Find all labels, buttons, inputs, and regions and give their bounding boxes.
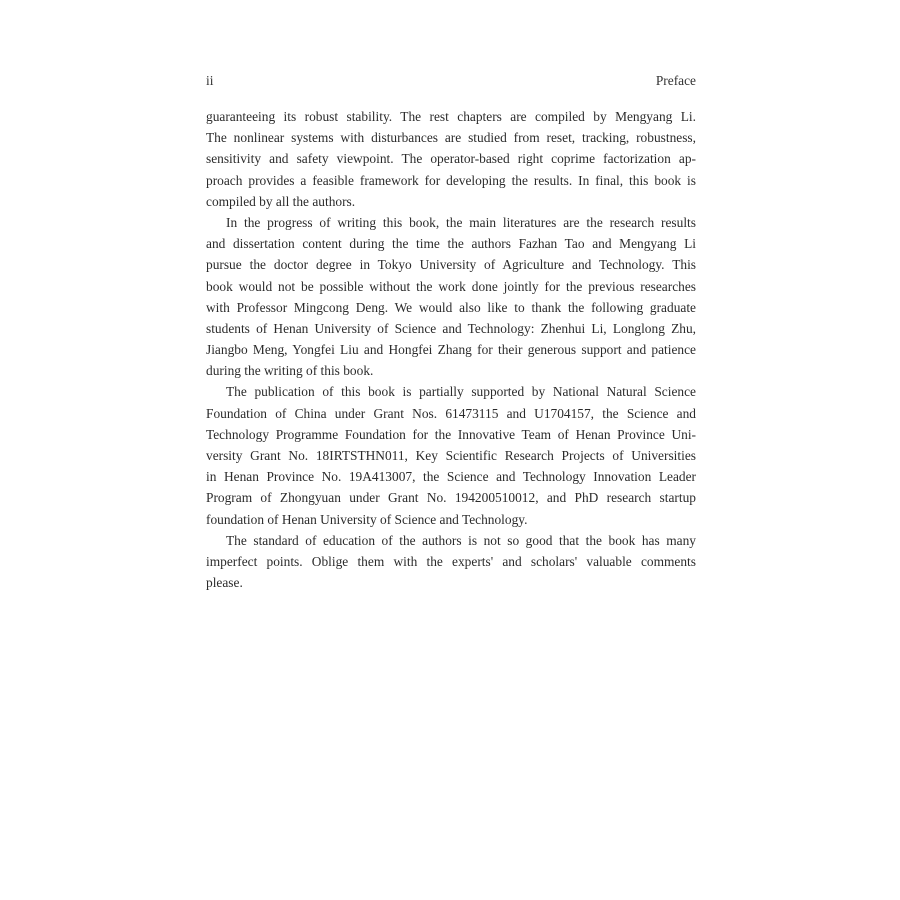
text-line: versity Grant No. 18IRTSTHN011, Key Scientific Research Projects of Universities — [206, 448, 696, 463]
text-line: Technology Programme Foundation for the Innovative Team of Henan Province Uni- — [206, 426, 696, 442]
paragraph — [206, 106, 696, 212]
text-line: with Professor Mingcong Deng. We would also like to thank the following graduate — [206, 299, 696, 315]
text-line: The standard of education of the authors is not so good that the book has many — [226, 532, 696, 548]
text-line: proach provides a feasible framework for developing the results. In final, this book is — [206, 172, 696, 188]
text-line: pursue the doctor degree in Tokyo University of Agriculture and Technology. This — [206, 257, 696, 273]
text-line: In the progress of writing this book, the main literatures are the research results — [226, 214, 696, 230]
running-head-title: Preface — [655, 73, 696, 88]
text-line: Foundation of China under Grant Nos. 61473115 and U1704157, the Science and — [206, 405, 696, 421]
paragraph — [206, 381, 696, 529]
paragraph — [206, 212, 696, 382]
text-line: sensitivity and safety viewpoint. The operator-based right coprime factorization ap- — [206, 151, 696, 167]
text-line: and dissertation content during the time the authors Fazhan Tao and Mengyang Li — [206, 236, 696, 252]
text-line: students of Henan University of Science and Technology: Zhenhui Li, Longlong Zhu, — [206, 320, 696, 336]
running-header — [206, 73, 696, 89]
text-line: book would not be possible without the work done jointly for the previous researches — [206, 278, 696, 294]
text-line: The publication of this book is partially supported by National Natural Science — [226, 384, 696, 400]
page-number: ii — [206, 73, 214, 88]
text-line: please. — [206, 575, 243, 591]
text-line: guaranteeing its robust stability. The rest chapters are compiled by Mengyang Li. — [206, 109, 696, 124]
preface-body — [206, 106, 696, 593]
text-line: imperfect points. Oblige them with the experts' and scholars' valuable comments — [206, 553, 696, 569]
text-line: in Henan Province No. 19A413007, the Science and Technology Innovation Leader — [206, 469, 696, 485]
text-line: compiled by all the authors. — [206, 193, 356, 209]
text-line: foundation of Henan University of Science and Technology. — [206, 511, 528, 527]
paragraph — [206, 530, 696, 594]
text-line: The nonlinear systems with disturbances are studied from reset, tracking, robustness, — [206, 130, 696, 146]
text-line: during the writing of this book. — [206, 363, 374, 379]
text-line: Program of Zhongyuan under Grant No. 194200510012, and PhD research startup — [206, 490, 696, 506]
text-line: Jiangbo Meng, Yongfei Liu and Hongfei Zhang for their generous support and patience — [206, 342, 696, 358]
